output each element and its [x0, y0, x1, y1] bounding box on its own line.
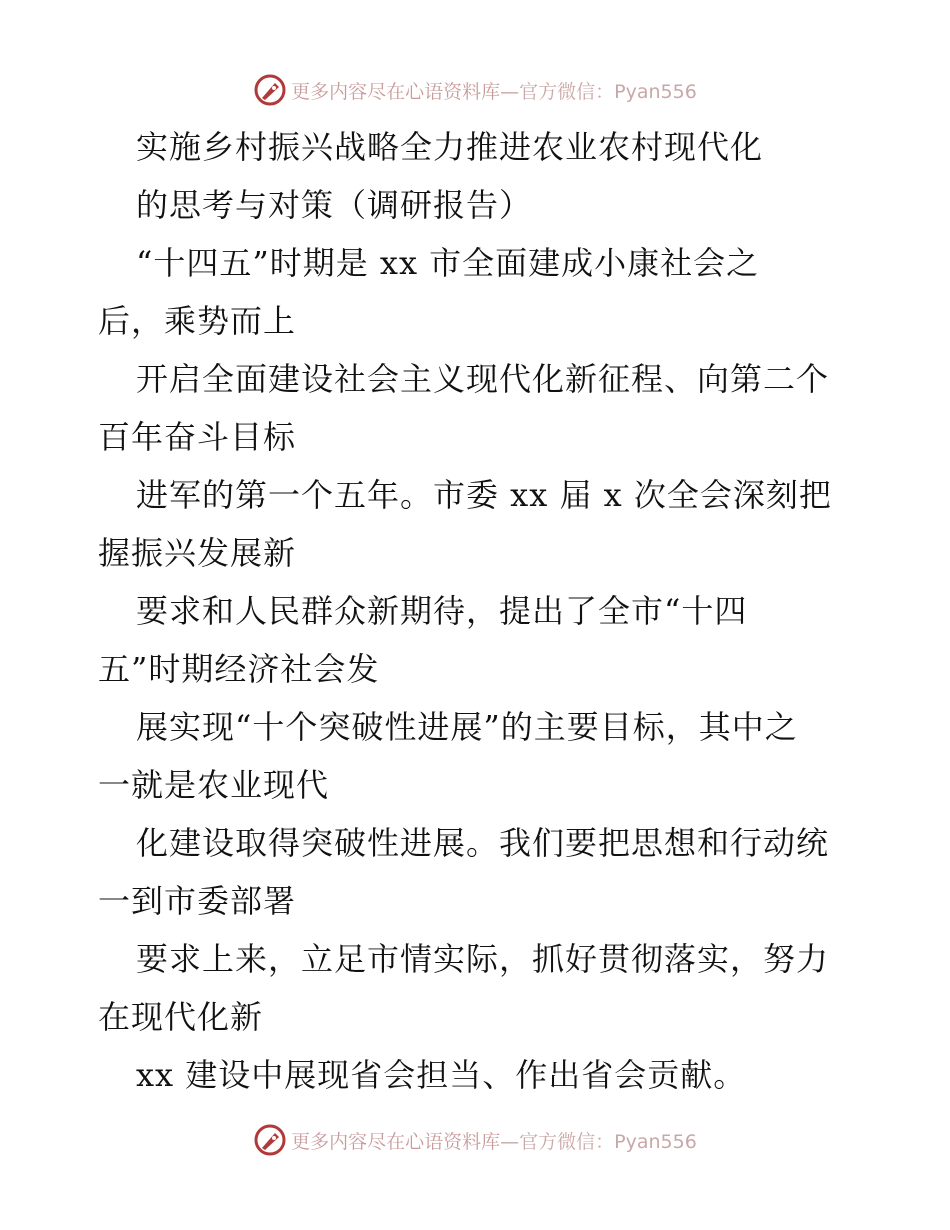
doc-line: 展实现“十个突破性进展”的主要目标，其中之	[136, 708, 798, 746]
pen-nib-logo-icon	[253, 1123, 287, 1157]
doc-line: 一到市委部署	[98, 882, 297, 920]
doc-line: 后，乘势而上	[98, 302, 297, 340]
doc-line: 在现代化新	[98, 998, 264, 1036]
document-body	[98, 118, 858, 1104]
banner-brand: 更多内容尽在心语资料库	[291, 80, 501, 103]
doc-line: 化建设取得突破性进展。我们要把思想和行动统	[136, 824, 830, 862]
banner-text	[291, 77, 697, 104]
banner-brand: 更多内容尽在心语资料库	[291, 1130, 501, 1153]
footer-watermark-banner	[0, 1120, 950, 1160]
doc-line: 开启全面建设社会主义现代化新征程、向第二个	[136, 360, 830, 398]
banner-wechat: 官方微信：Pyan556	[519, 1130, 697, 1153]
banner-wechat: 官方微信：Pyan556	[519, 80, 697, 103]
pen-nib-logo-icon	[253, 73, 287, 107]
doc-line: “十四五”时期是 xx 市全面建成小康社会之	[136, 244, 760, 282]
doc-line: 要求和人民群众新期待，提出了全市“十四	[136, 592, 748, 630]
banner-text	[291, 1127, 697, 1154]
banner-separator: —	[500, 1130, 520, 1153]
doc-line: 百年奋斗目标	[98, 418, 297, 456]
doc-line: 握振兴发展新	[98, 534, 297, 572]
doc-line: 的思考与对策（调研报告）	[136, 186, 533, 224]
doc-line: 一就是农业现代	[98, 766, 330, 804]
doc-line: 实施乡村振兴战略全力推进农业农村现代化	[136, 128, 764, 166]
doc-line: 五”时期经济社会发	[98, 650, 380, 688]
banner-separator: —	[500, 80, 520, 103]
doc-line: 要求上来，立足市情实际，抓好贯彻落实，努力	[136, 940, 830, 978]
doc-line: xx 建设中展现省会担当、作出省会贡献。	[136, 1056, 747, 1094]
header-watermark-banner	[0, 70, 950, 110]
doc-line: 进军的第一个五年。市委 xx 届 x 次全会深刻把	[136, 476, 832, 514]
